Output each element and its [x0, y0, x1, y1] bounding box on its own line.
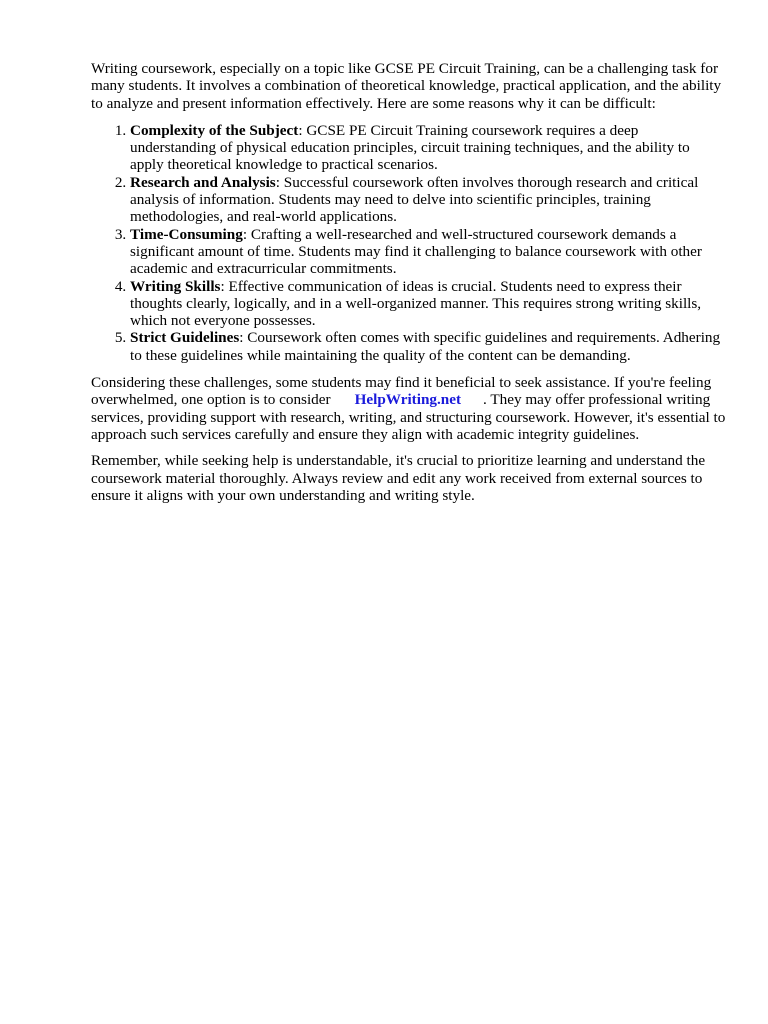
- reason-separator: :: [298, 121, 307, 139]
- document-body: [91, 60, 726, 504]
- reason-text: Coursework often comes with specific guidelines and requirements. Adhering to these guidelines while maintaining the quality of the content can be demanding.: [130, 329, 721, 364]
- closing-paragraph: Remember, while seeking help is understandable, it's crucial to prioritize learning and understand the coursework material thoroughly. Always review and edit any work received from external sources to ensure it aligns with your own understanding and writing style.: [91, 452, 706, 504]
- reason-text: Crafting a well-researched and well-structured coursework demands a significant amount of time. Students may find it challenging to balance coursework with other academic and extracurricular commitments.: [130, 225, 702, 278]
- reason-text: Successful coursework often involves thorough research and critical analysis of information. Students may need to delve into scientific principles, training methodologies, and real-world applications.: [130, 173, 699, 226]
- reasons-list: [91, 122, 726, 364]
- reason-term: Research and Analysis: [130, 173, 276, 191]
- reason-term: Time-Consuming: [130, 225, 243, 243]
- reason-separator: :: [242, 225, 251, 243]
- list-item: [130, 226, 726, 278]
- reason-separator: :: [220, 277, 229, 295]
- reason-term: Complexity of the Subject: [130, 121, 299, 139]
- reason-text: Effective communication of ideas is crucial. Students need to express their thoughts clearly, logically, and in a well-organized manner. This requires strong writing skills, which not everyone possesses.: [130, 277, 702, 330]
- reason-term: Strict Guidelines: [130, 329, 240, 347]
- list-item: [130, 174, 726, 226]
- intro-paragraph: Writing coursework, especially on a topic like GCSE PE Circuit Training, can be a challenging task for many students. It involves a combination of theoretical knowledge, practical application, and the ability to analyze and present information effectively. Here are some reasons why it can be difficult:: [91, 60, 722, 112]
- list-item: [130, 278, 726, 330]
- reason-term: Writing Skills: [130, 277, 221, 295]
- list-item: [130, 329, 726, 364]
- reason-separator: :: [275, 173, 284, 191]
- helpwriting-link[interactable]: HelpWriting.net: [354, 391, 462, 409]
- assistance-paragraph: [91, 374, 726, 443]
- reason-text: GCSE PE Circuit Training coursework requires a deep understanding of physical education principles, circuit training techniques, and the ability to apply theoretical knowledge to practical scenarios.: [130, 121, 690, 174]
- assistance-text-after: . They may offer professional writing services, providing support with research, writing, and structuring coursework. However, it's essential to approach such services carefully and ensure they align with academic integrity guidelines.: [91, 391, 726, 443]
- assistance-text-before: Considering these challenges, some students may find it beneficial to seek assistance. If you're feeling overwhelmed, one option is to consider: [91, 374, 712, 409]
- reason-separator: :: [239, 329, 248, 347]
- list-item: [130, 122, 726, 174]
